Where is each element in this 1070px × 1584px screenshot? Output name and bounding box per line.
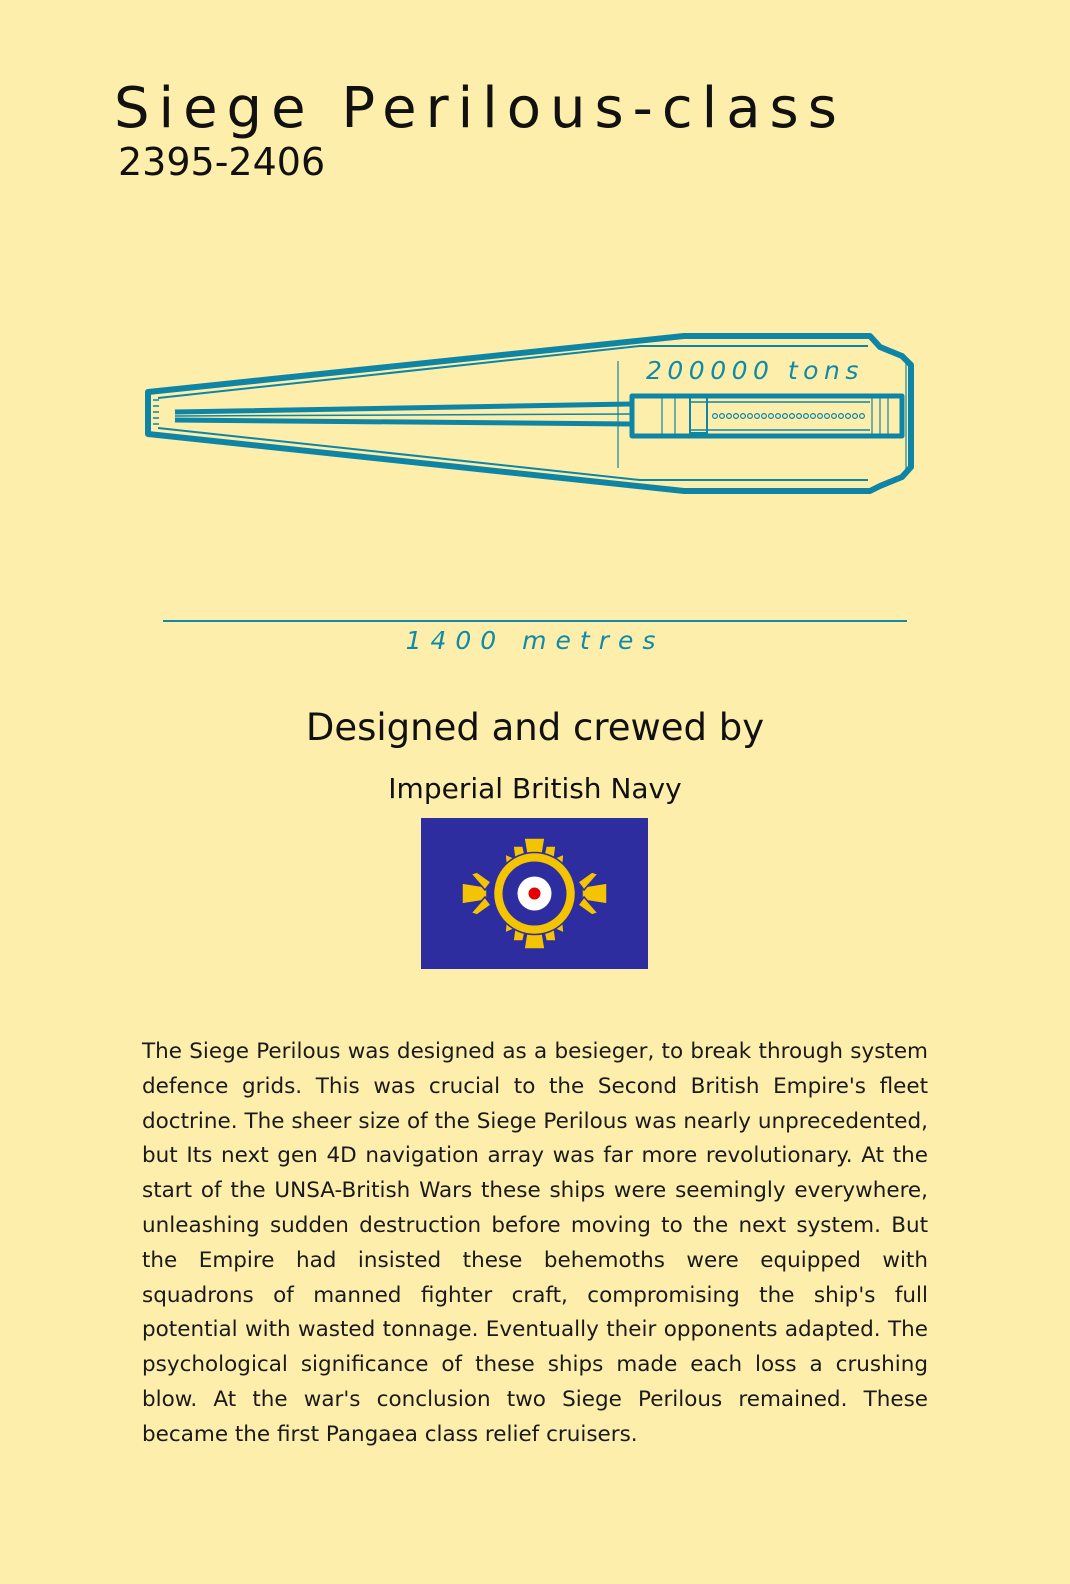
ship-length-label: 1400 metres (405, 626, 665, 655)
ship-description: The Siege Perilous was designed as a besieger, to break through system defence grids. This was crucial to the Second British Empire's fleet doctrine. The sheer size of the Siege Perilous was nearly unprecedented, but Its next gen 4D navigation array was far more revolutionary. At the start of the UNSA-British Wars these ships were seemingly everywhere, unleashing sudden destruction before moving to the next system. But the Empire had insisted these behemoths were equipped with squadrons of manned fighter craft, compromising the ship's full potential with wasted tonnage. Eventually their opponents adapted. The psychological significance of these ships made each loss a crushing blow. At the war's conclusion two Siege Perilous remained. These became the first Pangaea class relief cruisers. (142, 1039, 928, 1447)
roundel-red (529, 888, 541, 900)
designed-by-heading: Designed and crewed by (305, 706, 765, 749)
ship-spine-inner (175, 414, 632, 416)
ship-portholes (713, 414, 865, 419)
ship-tonnage-label: 200000 tons (646, 356, 864, 385)
imperial-navy-flag (421, 818, 648, 969)
organization-name: Imperial British Navy (388, 772, 682, 805)
length-scale-bar (163, 620, 907, 622)
page-title: Siege Perilous-class (114, 76, 846, 141)
ship-schematic (0, 300, 1070, 520)
service-years: 2395-2406 (118, 140, 326, 184)
